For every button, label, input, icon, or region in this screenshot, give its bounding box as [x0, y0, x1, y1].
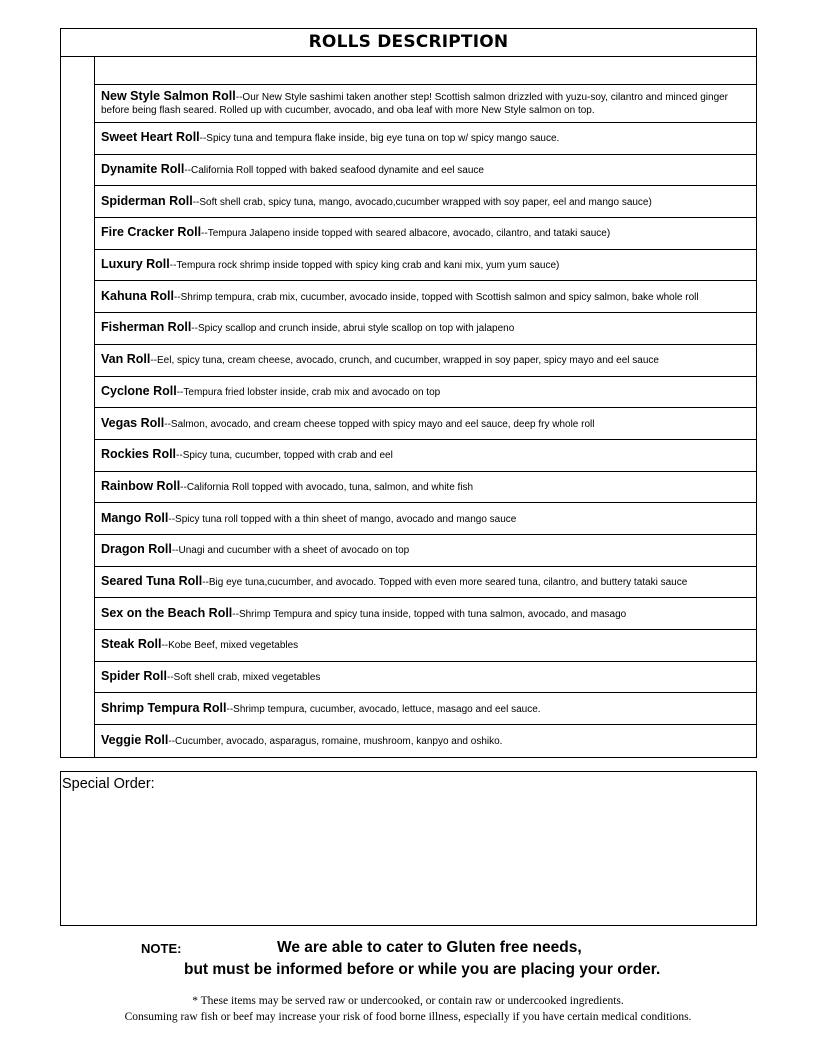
roll-description: --California Roll topped with baked seafood dynamite and eel sauce: [184, 165, 484, 177]
roll-description: --Eel, spicy tuna, cream cheese, avocado, crunch, and cucumber, wrapped in soy paper, spicy mayo and eel sauce: [150, 355, 659, 367]
roll-description: --Our New Style sashimi taken another step! Scottish salmon drizzled with yuzu-soy, cilantro and minced ginger before being flash seared. Rolled up with cucumber, avocado, and oba leaf with more New Style salmon on top.: [101, 92, 729, 116]
roll-name: Sex on the Beach Roll: [101, 605, 233, 620]
roll-name: Mango Roll: [101, 510, 169, 525]
roll-row: [95, 313, 756, 345]
roll-description: --Spicy tuna roll topped with a thin sheet of mango, avocado and mango sauce: [168, 513, 517, 525]
table-title: ROLLS DESCRIPTION: [61, 29, 756, 57]
roll-description: --Spicy tuna and tempura flake inside, big eye tuna on top w/ spicy mango sauce.: [199, 133, 560, 145]
roll-row: [95, 472, 756, 504]
disclaimer-line-2: Consuming raw fish or beef may increase your risk of food borne illness, especially if you have certain medical conditions.: [124, 1011, 692, 1023]
table-body: [61, 57, 756, 757]
roll-row: [95, 535, 756, 567]
roll-name: Rockies Roll: [101, 447, 177, 462]
roll-row: [95, 377, 756, 409]
roll-name: Spiderman Roll: [101, 193, 193, 208]
roll-row: [95, 281, 756, 313]
roll-description: --Tempura Jalapeno inside topped with seared albacore, avocado, cilantro, and tataki sauce): [201, 228, 611, 240]
roll-description: --Kobe Beef, mixed vegetables: [161, 640, 299, 652]
roll-name: Rainbow Roll: [101, 478, 181, 493]
roll-row: [95, 662, 756, 694]
roll-row: [95, 155, 756, 187]
roll-row: [95, 186, 756, 218]
roll-name: Sweet Heart Roll: [101, 130, 200, 145]
roll-row: [95, 725, 756, 757]
disclaimer-line-1: * These items may be served raw or undercooked, or contain raw or undercooked ingredients.: [192, 995, 624, 1007]
roll-name: Fisherman Roll: [101, 320, 192, 335]
roll-name: Dragon Roll: [101, 542, 172, 557]
roll-description: --Shrimp tempura, cucumber, avocado, lettuce, masago and eel sauce.: [226, 703, 541, 715]
roll-description: --Soft shell crab, spicy tuna, mango, avocado,cucumber wrapped with soy paper, eel and mango sauce): [192, 196, 652, 208]
special-order-label: Special Order:: [62, 776, 155, 792]
roll-description: --Shrimp tempura, crab mix, cucumber, avocado inside, topped with Scottish salmon and spicy salmon, bake whole roll: [173, 291, 699, 303]
special-order-box[interactable]: [60, 771, 757, 926]
roll-description: --Soft shell crab, mixed vegetables: [166, 672, 321, 684]
roll-row: [95, 85, 756, 123]
roll-row: [95, 345, 756, 377]
rolls-description-table: [60, 28, 757, 758]
roll-name: Luxury Roll: [101, 257, 170, 272]
blank-row: [95, 57, 756, 85]
roll-name: Seared Tuna Roll: [101, 573, 203, 588]
roll-description: --Big eye tuna,cucumber, and avocado. Topped with even more seared tuna, cilantro, and buttery tataki sauce: [202, 576, 688, 588]
note-label: NOTE:: [141, 941, 182, 956]
roll-description: --Salmon, avocado, and cream cheese topped with spicy mayo and eel sauce, deep fry whole roll: [164, 418, 595, 430]
roll-name: Cyclone Roll: [101, 383, 177, 398]
roll-row: [95, 218, 756, 250]
roll-name: Spider Roll: [101, 669, 167, 684]
roll-description: --Cucumber, avocado, asparagus, romaine, mushroom, kanpyo and oshiko.: [168, 735, 503, 747]
roll-rows: [95, 57, 756, 757]
roll-row: [95, 630, 756, 662]
gluten-note-line-1: We are able to cater to Gluten free needs,: [277, 939, 582, 956]
roll-row: [95, 598, 756, 630]
roll-description: --Tempura fried lobster inside, crab mix and avocado on top: [176, 386, 441, 398]
roll-name: Dynamite Roll: [101, 162, 185, 177]
roll-row: [95, 440, 756, 472]
roll-name: Vegas Roll: [101, 415, 165, 430]
roll-row: [95, 408, 756, 440]
roll-description: --Tempura rock shrimp inside topped with spicy king crab and kani mix, yum yum sauce): [169, 260, 560, 272]
roll-row: [95, 693, 756, 725]
roll-name: Steak Roll: [101, 637, 162, 652]
roll-name: Veggie Roll: [101, 732, 169, 747]
left-blank-column: [61, 57, 95, 757]
roll-description: --California Roll topped with avocado, tuna, salmon, and white fish: [180, 481, 474, 493]
roll-name: Van Roll: [101, 352, 151, 367]
roll-name: Fire Cracker Roll: [101, 225, 202, 240]
roll-row: [95, 250, 756, 282]
roll-description: --Unagi and cucumber with a sheet of avocado on top: [171, 545, 410, 557]
roll-row: [95, 567, 756, 599]
roll-name: Shrimp Tempura Roll: [101, 700, 227, 715]
roll-description: --Shrimp Tempura and spicy tuna inside, topped with tuna salmon, avocado, and masago: [232, 608, 627, 620]
gluten-note-line-2: but must be informed before or while you are placing your order.: [184, 961, 661, 978]
roll-row: [95, 503, 756, 535]
roll-name: New Style Salmon Roll: [101, 89, 236, 103]
roll-name: Kahuna Roll: [101, 288, 174, 303]
roll-description: --Spicy tuna, cucumber, topped with crab and eel: [176, 450, 393, 462]
roll-description: --Spicy scallop and crunch inside, abrui style scallop on top with jalapeno: [191, 323, 515, 335]
roll-row: [95, 123, 756, 155]
